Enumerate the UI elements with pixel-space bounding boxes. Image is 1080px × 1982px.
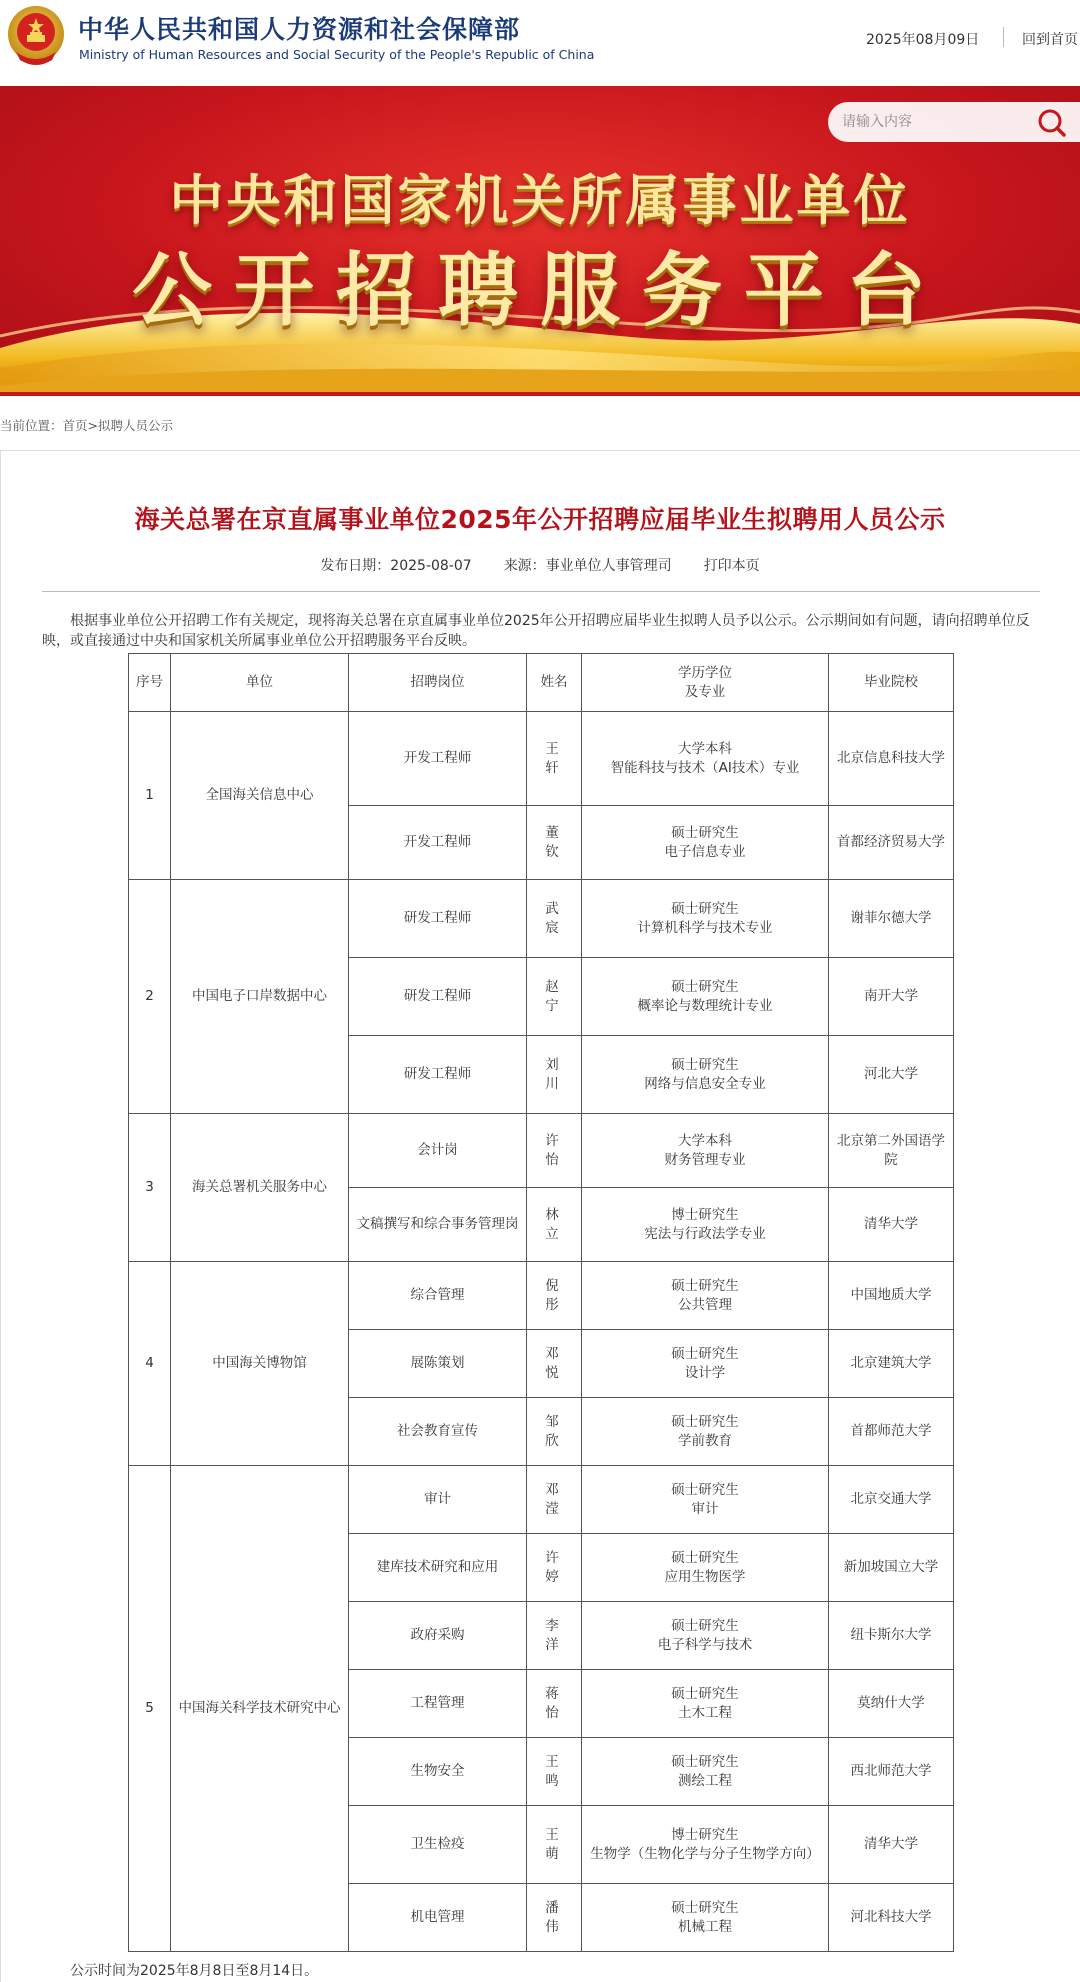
search-box	[828, 102, 1080, 142]
school-cell: 纽卡斯尔大学	[829, 1602, 954, 1670]
degree-level: 硕士研究生	[671, 1617, 739, 1634]
school-cell: 北京建筑大学	[829, 1330, 954, 1398]
org-name-en: Ministry of Human Resources and Social Security of the People's Republic of China	[79, 47, 595, 62]
col-header-edu-line2: 及专业	[684, 683, 726, 700]
site-header	[0, 0, 1080, 86]
seq-cell: 4	[129, 1262, 171, 1466]
education-cell	[582, 1534, 829, 1602]
position-cell: 研发工程师	[349, 1036, 527, 1114]
school-cell: 清华大学	[829, 1188, 954, 1262]
major: 智能科技与技术（AI技术）专业	[610, 759, 800, 776]
school-cell: 首都经济贸易大学	[829, 806, 954, 880]
col-header-unit: 单位	[171, 654, 349, 712]
home-link[interactable]: 回到首页	[1022, 32, 1078, 48]
major: 概率论与数理统计专业	[637, 997, 773, 1014]
school-cell: 莫纳什大学	[829, 1670, 954, 1738]
school-cell: 北京信息科技大学	[829, 712, 954, 806]
seq-cell: 3	[129, 1114, 171, 1262]
breadcrumb-separator: >	[87, 418, 99, 433]
degree-level: 硕士研究生	[671, 1549, 739, 1566]
org-name-cn: 中华人民共和国人力资源和社会保障部	[78, 15, 521, 44]
major: 土木工程	[678, 1704, 732, 1721]
name-cell: 许 怡	[527, 1114, 582, 1188]
col-header-edu-line1: 学历学位	[678, 664, 732, 681]
school-cell: 北京第二外国语学院	[829, 1114, 954, 1188]
name-cell: 倪 彤	[527, 1262, 582, 1330]
name-cell: 许 婷	[527, 1534, 582, 1602]
position-cell: 开发工程师	[349, 712, 527, 806]
table-body	[129, 712, 954, 1952]
name-cell: 刘 川	[527, 1036, 582, 1114]
education-cell	[582, 1114, 829, 1188]
name-cell: 董 钦	[527, 806, 582, 880]
unit-cell: 中国电子口岸数据中心	[171, 880, 349, 1114]
major: 审计	[691, 1500, 719, 1517]
position-cell: 研发工程师	[349, 880, 527, 958]
degree-level: 硕士研究生	[671, 978, 739, 995]
position-cell: 综合管理	[349, 1262, 527, 1330]
degree-level: 博士研究生	[671, 1826, 739, 1843]
article-title: 海关总署在京直属事业单位2025年公开招聘应届毕业生拟聘用人员公示	[134, 505, 946, 534]
position-cell: 工程管理	[349, 1670, 527, 1738]
major: 电子信息专业	[664, 843, 746, 860]
publish-date: 发布日期：2025-08-07	[320, 558, 472, 574]
national-emblem-icon[interactable]	[6, 4, 66, 70]
position-cell: 机电管理	[349, 1884, 527, 1952]
education-cell	[582, 1188, 829, 1262]
major: 学前教育	[678, 1432, 732, 1449]
unit-cell: 中国海关科学技术研究中心	[171, 1466, 349, 1952]
position-cell: 会计岗	[349, 1114, 527, 1188]
education-cell	[582, 1466, 829, 1534]
education-cell	[582, 958, 829, 1036]
position-cell: 文稿撰写和综合事务管理岗	[349, 1188, 527, 1262]
degree-level: 硕士研究生	[671, 1277, 739, 1294]
table-row	[129, 1114, 954, 1188]
education-cell	[582, 712, 829, 806]
major: 计算机科学与技术专业	[637, 919, 773, 936]
position-cell: 研发工程师	[349, 958, 527, 1036]
degree-level: 硕士研究生	[671, 900, 739, 917]
breadcrumb-current-link[interactable]: 拟聘人员公示	[98, 418, 174, 433]
school-cell: 谢菲尔德大学	[829, 880, 954, 958]
major: 网络与信息安全专业	[644, 1075, 766, 1092]
name-cell: 王 萌	[527, 1806, 582, 1884]
banner-title-line2: 公开招聘服务平台	[132, 243, 948, 337]
title-divider	[42, 591, 1040, 592]
degree-level: 硕士研究生	[671, 1345, 739, 1362]
seq-cell: 1	[129, 712, 171, 880]
search-icon[interactable]	[1032, 106, 1072, 138]
major: 财务管理专业	[664, 1151, 746, 1168]
current-date: 2025年08月09日	[866, 32, 980, 48]
name-cell: 潘 伟	[527, 1884, 582, 1952]
print-page-link[interactable]: 打印本页	[703, 558, 760, 574]
publicity-period-note: 公示时间为2025年8月8日至8月14日。	[70, 1963, 319, 1979]
major: 公共管理	[678, 1296, 732, 1313]
name-cell: 邹 欣	[527, 1398, 582, 1466]
degree-level: 硕士研究生	[671, 1753, 739, 1770]
education-cell	[582, 1738, 829, 1806]
major: 电子科学与技术	[657, 1636, 753, 1653]
unit-cell: 海关总署机关服务中心	[171, 1114, 349, 1262]
education-cell	[582, 1806, 829, 1884]
name-cell: 邓 滢	[527, 1466, 582, 1534]
position-cell: 社会教育宣传	[349, 1398, 527, 1466]
breadcrumb-prefix: 当前位置：	[0, 418, 63, 433]
major: 生物学（生物化学与分子生物学方向）	[590, 1845, 820, 1862]
school-cell: 河北大学	[829, 1036, 954, 1114]
unit-cell: 中国海关博物馆	[171, 1262, 349, 1466]
school-cell: 新加坡国立大学	[829, 1534, 954, 1602]
degree-level: 硕士研究生	[671, 1413, 739, 1430]
degree-level: 硕士研究生	[671, 1056, 739, 1073]
degree-level: 硕士研究生	[671, 824, 739, 841]
position-cell: 建库技术研究和应用	[349, 1534, 527, 1602]
name-cell: 武 宸	[527, 880, 582, 958]
education-cell	[582, 1398, 829, 1466]
education-cell	[582, 1602, 829, 1670]
school-cell: 西北师范大学	[829, 1738, 954, 1806]
degree-level: 硕士研究生	[671, 1685, 739, 1702]
name-cell: 蒋 怡	[527, 1670, 582, 1738]
hire-roster-table	[128, 653, 954, 1952]
table-row	[129, 1466, 954, 1534]
name-cell: 赵 宁	[527, 958, 582, 1036]
name-cell: 邓 悦	[527, 1330, 582, 1398]
position-cell: 卫生检疫	[349, 1806, 527, 1884]
banner-title-line1: 中央和国家机关所属事业单位	[169, 169, 911, 232]
article-meta	[0, 555, 1080, 575]
major: 测绘工程	[678, 1772, 732, 1789]
major: 机械工程	[678, 1918, 732, 1935]
name-cell: 王 鸣	[527, 1738, 582, 1806]
col-header-seq: 序号	[129, 654, 171, 712]
col-header-school: 毕业院校	[829, 654, 954, 712]
degree-level: 大学本科	[678, 1132, 732, 1149]
education-cell	[582, 880, 829, 958]
article-source: 来源：事业单位人事管理司	[503, 558, 672, 574]
position-cell: 审计	[349, 1466, 527, 1534]
school-cell: 北京交通大学	[829, 1466, 954, 1534]
name-cell: 李 洋	[527, 1602, 582, 1670]
intro-paragraph: 根据事业单位公开招聘工作有关规定，现将海关总署在京直属事业单位2025年公开招聘应届毕业生拟聘人员予以公示。公示期间如有问题，请向招聘单位反映，或直接通过中央和国家机关所属事业单位公开招聘服务平台反映。	[42, 613, 1030, 649]
school-cell: 中国地质大学	[829, 1262, 954, 1330]
major: 应用生物医学	[664, 1568, 746, 1585]
position-cell: 生物安全	[349, 1738, 527, 1806]
education-cell	[582, 1330, 829, 1398]
hero-banner	[0, 86, 1080, 396]
school-cell: 清华大学	[829, 1806, 954, 1884]
school-cell: 河北科技大学	[829, 1884, 954, 1952]
education-cell	[582, 1670, 829, 1738]
position-cell: 政府采购	[349, 1602, 527, 1670]
header-divider	[1003, 27, 1004, 47]
name-cell: 林 立	[527, 1188, 582, 1262]
education-cell	[582, 1884, 829, 1952]
school-cell: 首都师范大学	[829, 1398, 954, 1466]
name-cell: 王 轩	[527, 712, 582, 806]
table-row	[129, 1262, 954, 1330]
position-cell: 展陈策划	[349, 1330, 527, 1398]
education-cell	[582, 1262, 829, 1330]
position-cell: 开发工程师	[349, 806, 527, 880]
school-cell: 南开大学	[829, 958, 954, 1036]
table-header-row	[129, 654, 954, 712]
col-header-name: 姓名	[527, 654, 582, 712]
table-row	[129, 880, 954, 958]
search-input[interactable]	[842, 102, 1022, 142]
degree-level: 大学本科	[678, 740, 732, 757]
breadcrumb-home-link[interactable]: 首页	[62, 418, 88, 433]
major: 宪法与行政法学专业	[644, 1225, 766, 1242]
major: 设计学	[684, 1364, 726, 1381]
degree-level: 硕士研究生	[671, 1481, 739, 1498]
education-cell	[582, 806, 829, 880]
unit-cell: 全国海关信息中心	[171, 712, 349, 880]
degree-level: 博士研究生	[671, 1206, 739, 1223]
seq-cell: 5	[129, 1466, 171, 1952]
col-header-education	[582, 654, 829, 712]
education-cell	[582, 1036, 829, 1114]
col-header-position: 招聘岗位	[349, 654, 527, 712]
breadcrumb	[0, 416, 173, 434]
seq-cell: 2	[129, 880, 171, 1114]
degree-level: 硕士研究生	[671, 1899, 739, 1916]
table-row	[129, 712, 954, 806]
